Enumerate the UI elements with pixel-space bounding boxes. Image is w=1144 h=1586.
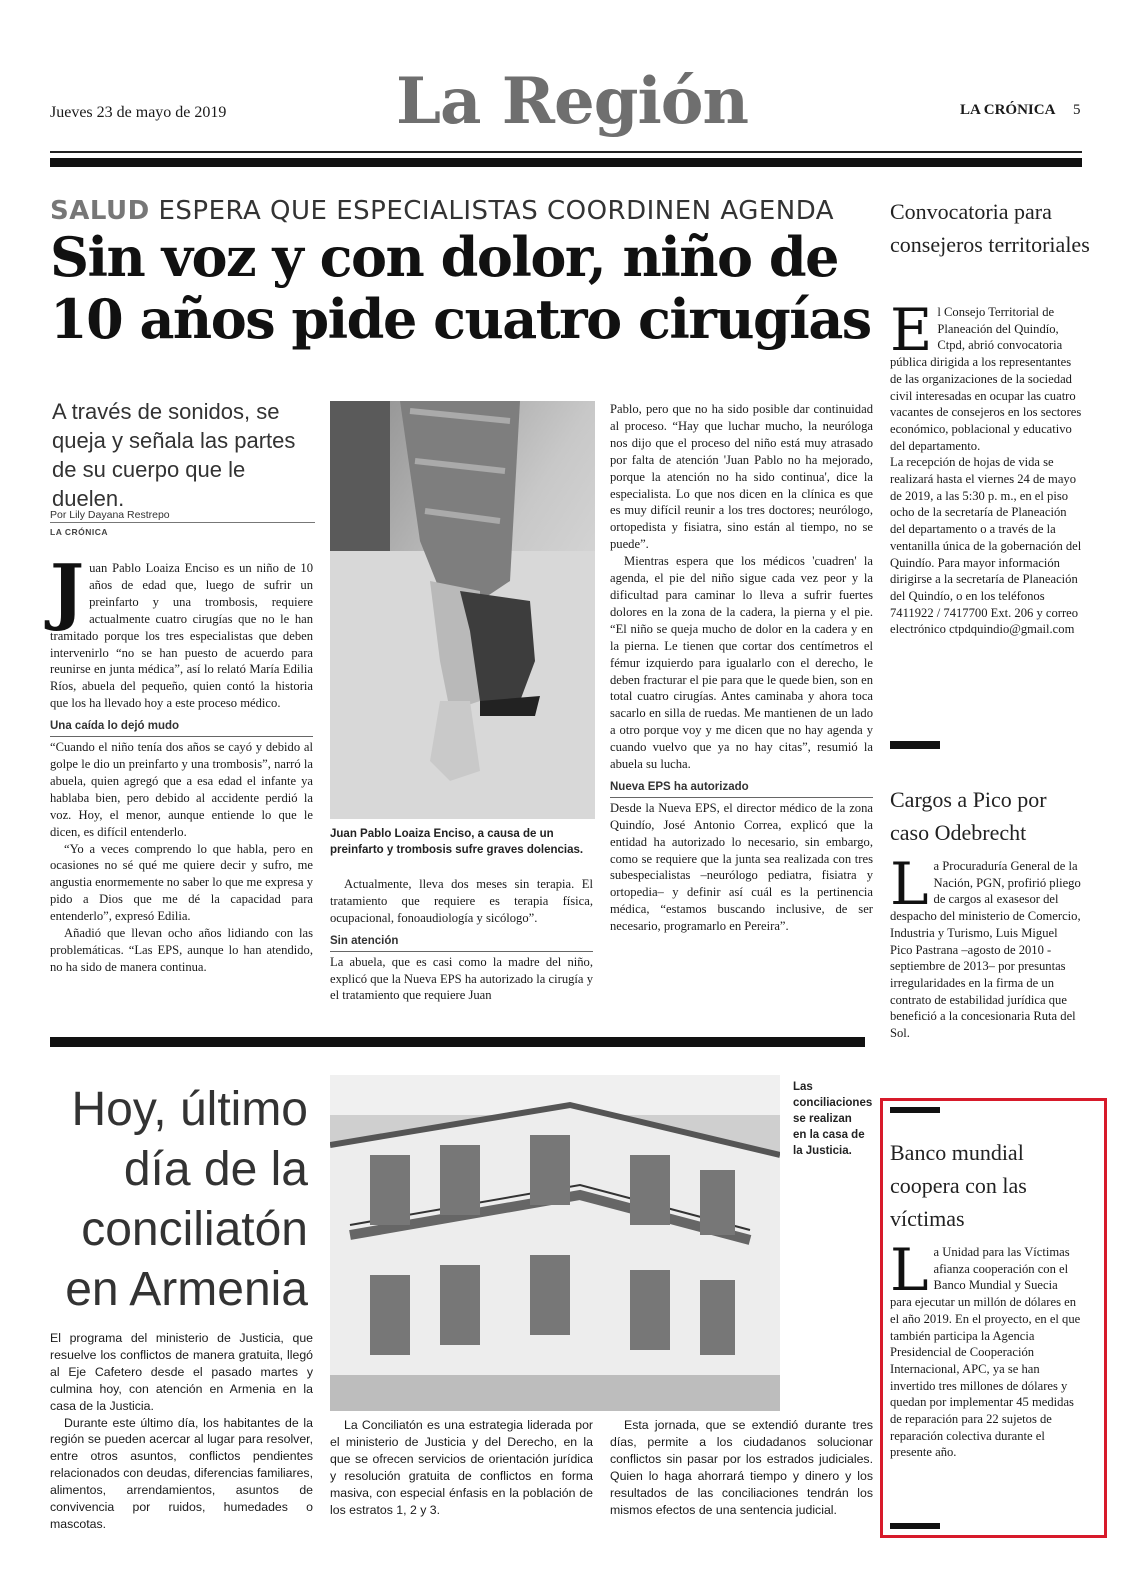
headline-line-1: Sin voz y con dolor, niño de [50, 225, 838, 289]
paragraph: Mientras espera que los médicos 'cuadren' la agenda, el pie del niño sigue cada vez peor y la dificultad para caminar lo lleva a sufrir fuertes dolores en la zona de la cadera, la pierna y el pie. “El niño se queja mucho de dolor en la cadera y en la pierna. Le tienen que cortar dos centímetros el fémur izquierdo para igualarlo con el derecho, le deben fracturar el pie para que le quede bien, son en total cuatro cirugías. Antes caminaba y ahora toca sacarlo en silla de ruedas. Me mantienen de un lado a otro porque voy y me dicen que no hay agenda y cuando vuelvo que ya no hay citas”, resumió la abuela su lucha. [610, 554, 873, 772]
section-title: La Región [396, 64, 748, 139]
paragraph: Desde la Nueva EPS, el director médico de la zona Quindío, José Antonio Correa, explicó que la entidad ha autorizado lo necesario, sin embargo, como se requiere que la junta sea realizada con tres subespecialistas –neurólogo pediatra, fisiatra y ortopedia– y definir así cuál es la pertinencia médica, “estamos buscando inclusive, de ser necesario, programarlo en Pereira”. [610, 800, 873, 934]
paragraph: uan Pablo Loaiza Enciso es un niño de 10 años de edad que, luego de sufrir un preinfarto y una trombosis, requiere actualmente cuatro cirugías que no le han tramitado porque los tres especialistas que deben intervenirlo “no se han puesto de acuerdo para reunirse en junta médica”, así lo relató María Edilia Ríos, abuela del pequeño, quien contó la historia que los ha llevado hoy a este proceso médico. [50, 561, 313, 711]
paragraph: l Consejo Territorial de Planeación del Quindío, Ctpd, abrió convocatoria pública dirigida a los representantes de las organizaciones de la sociedad civil interesadas en ocupar las cuatro vacantes de consejeros en los sectores económico, poblacional y educativo del departamento. [890, 305, 1082, 453]
paragraph: “Yo a veces comprendo lo que habla, pero en ocasiones no sé qué me quiere decir y sufro, me angustia enormemente no saber lo que me expresa y pido a Dios que me dé la capacidad para entenderlo”, expresó Edilia. [50, 841, 313, 924]
paragraph: El programa del ministerio de Justicia, que resuelve los conflictos de manera gratuita, llegó al Eje Cafetero desde el pasado martes y culmina hoy, con atención en Armenia en la casa de la Justicia. [50, 1331, 313, 1413]
sidebar-text-banco [890, 1236, 1082, 1461]
paragraph: Añadió que llevan ocho años lidiando con las problemáticas. “Las EPS, aunque lo han atendido, no ha sido de manera continua. [50, 926, 313, 974]
sidebar-title-banco: Banco mundial coopera con las víctimas [890, 1140, 1027, 1231]
conciliaton-column-3 [610, 1417, 873, 1518]
conciliaton-headline: Hoy, último día de la conciliatón en Armenia [65, 1083, 308, 1316]
story-photo [330, 401, 595, 819]
header-rule-thick [50, 158, 1082, 167]
paragraph: Esta jornada, que se extendió durante tres días, permite a los ciudadanos solucionar conflictos sin pasar por los estrados judiciales. Quien lo haga ahorrará tiempo y dinero y los resultados de las conciliaciones tendrán los mismos efectos de una sentencia judicial. [610, 1418, 873, 1517]
conciliaton-column-1 [50, 1330, 313, 1533]
subhead: Una caída lo dejó mudo [50, 718, 313, 737]
byline-rule [50, 522, 315, 523]
sidebar-title-convocatoria: Convocatoria para consejeros territoriales [890, 199, 1090, 257]
conciliaton-column-2 [330, 1417, 593, 1518]
conciliaton-photo [330, 1075, 780, 1411]
paragraph: La recepción de hojas de vida se realizará hasta el viernes 24 de mayo de 2019, a las 5:30 p. m., en el piso ocho de la secretaría de Planeación del departamento o a través de la ventanilla única de la gobernación del Quindío. Para mayor información dirigirse a la secretaría de Planeación del Quindío, o en los teléfonos 7411922 / 7417700 Ext. 206 y correo electrónico ctpdquindio@gmail.com [890, 455, 1082, 637]
story-deck: A través de sonidos, se queja y señala las partes de su cuerpo que le duelen. [52, 399, 296, 511]
paragraph: “Cuando el niño tenía dos años se cayó y debido al golpe le dio un preinfarto y una trombosis”, narró la abuela, quien agregó que a esa edad el infante ya hablaba bien, pero debido al accidente perdió la voz. Hoy, el menor, aunque entiende lo que le dicen, es difícil entenderlo. [50, 740, 313, 839]
building-photo-image [330, 1075, 780, 1411]
paragraph: Durante este último día, los habitantes de la región se pueden acercar al lugar para resolver, entre otros asuntos, conflictos pendientes relacionados con deudas, diferencias familiares, alimentos, arrendamientos, asuntos de convivencia por ruidos, humedades o mascotas. [50, 1415, 313, 1531]
drop-cap: J [50, 548, 85, 633]
sidebar-rule [890, 1107, 940, 1113]
sidebar-title-cargos: Cargos a Pico por caso Odebrecht [890, 787, 1047, 845]
issue-date: Jueves 23 de mayo de 2019 [50, 104, 227, 121]
conciliaton-photo-caption: Las conciliaciones se realizan en la casa de la Justicia. [793, 1081, 873, 1157]
drop-cap: L [890, 850, 929, 918]
story-column-1 [50, 548, 313, 976]
paragraph: La Conciliatón es una estrategia liderada por el ministerio de Justicia y del Derecho, en la que se ofrecen servicios de orientación jurídica y resolución gratuita de conflictos en forma masiva, con especial énfasis en la población de los estratos 1, 2 y 3. [330, 1418, 593, 1517]
paragraph: La abuela, que es casi como la madre del niño, explicó que la Nueva EPS ha autorizado la cirugía y el tratamiento que requiere Juan [330, 954, 593, 1003]
story-headline [50, 226, 880, 350]
newspaper-name: LA CRÓNICA [960, 102, 1056, 118]
section-rule [50, 1037, 865, 1047]
leg-photo-image [330, 401, 595, 819]
paragraph: Pablo, pero que no ha sido posible dar continuidad al proceso. “Hay que luchar mucho, la neuróloga nos dijo que el proceso del niño está muy atrasado por falta de atención 'Juan Pablo no ha mejorado, porque la atención no ha sido continua', dice la especialista. Lo que nos dicen en la clínica es que es muy difícil reunir a los tres doctores; neurólogo, ortopedista y fisiatra, sino están al tiempo, no se puede”. [610, 402, 873, 552]
paragraph: a Unidad para las Víctimas afianza cooperación con el Banco Mundial y Suecia para ejecutar un millón de dólares en el año 2019. En el proyecto, en el que también participa la Agencia Presidencial de Cooperación Internacional, APC, ya se han invertido tres millones de dólares y quedan por implementar 45 medidas de reparación para 22 sujetos de reparación colectiva durante el presente año. [890, 1245, 1081, 1460]
byline-org: LA CRÓNICA [50, 527, 109, 537]
subhead: Sin atención [330, 933, 593, 952]
byline: Por Lily Dayana Restrepo [50, 509, 170, 521]
sidebar-rule [890, 741, 940, 749]
photo-caption: Juan Pablo Loaiza Enciso, a causa de un preinfarto y trombosis sufre graves dolencias. [330, 828, 584, 856]
sidebar-rule [890, 1523, 940, 1529]
paragraph: Actualmente, lleva dos meses sin terapia. El tratamiento que requiere es terapia física, ocupacional, fonoaudiología y sicólogo”. [330, 877, 593, 925]
drop-cap: L [890, 1236, 929, 1304]
kicker-bold: SALUD [50, 196, 150, 226]
headline-line-2: 10 años pide cuatro cirugías [50, 287, 871, 351]
drop-cap: E [890, 296, 933, 364]
sidebar-text-cargos [890, 850, 1082, 1042]
story-column-2 [330, 876, 593, 1004]
subhead: Nueva EPS ha autorizado [610, 779, 873, 798]
story-column-3 [610, 401, 873, 935]
page-number: 5 [1073, 102, 1081, 118]
paragraph: a Procuraduría General de la Nación, PGN, profirió pliego de cargos al exasesor del despacho del ministerio de Comercio, Industria y Turismo, Luis Miguel Pico Pastrana –agosto de 2010 - septiembre de 2013– por presuntas irregularidades en la firma de un contrato de estabilidad jurídica que benefició a la concesionaria Ruta del Sol. [890, 859, 1081, 1041]
sidebar-text-convocatoria [890, 296, 1082, 638]
kicker-text: ESPERA QUE ESPECIALISTAS COORDINEN AGENDA [158, 196, 835, 226]
story-kicker [50, 196, 834, 226]
header-rule-thin [50, 151, 1082, 153]
